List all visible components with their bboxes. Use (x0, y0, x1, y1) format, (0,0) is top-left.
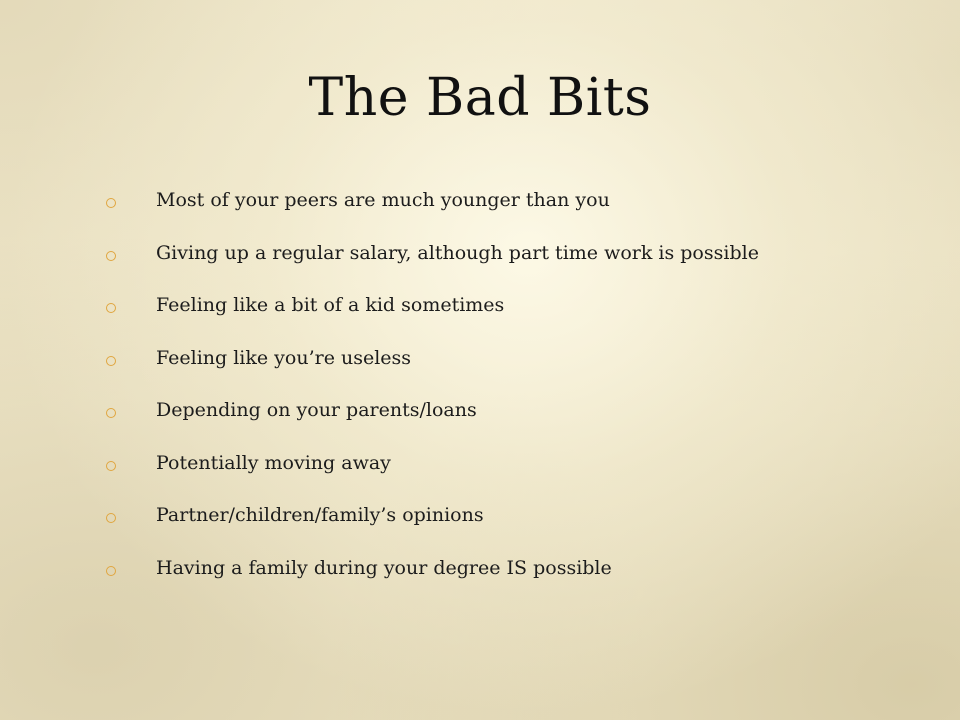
bullet-text: Depending on your parents/loans (156, 399, 477, 421)
hollow-circle-icon (106, 198, 116, 208)
hollow-circle-icon (106, 356, 116, 366)
list-item (106, 233, 926, 286)
hollow-circle-icon (106, 251, 116, 261)
bullet-text: Feeling like you’re useless (156, 346, 412, 369)
bullet-text: Feeling like a bit of a kid sometimes (156, 294, 505, 316)
list-item (106, 180, 926, 233)
list-item (106, 390, 926, 443)
hollow-circle-icon (106, 408, 116, 418)
bullet-text: Giving up a regular salary, although part time work is possible (156, 241, 759, 264)
bullet-text: Most of your peers are much younger than you (156, 189, 610, 211)
list-item (106, 443, 926, 496)
bullet-text: Having a family during your degree IS possible (156, 556, 612, 579)
list-item (106, 338, 926, 391)
hollow-circle-icon (106, 566, 116, 576)
hollow-circle-icon (106, 513, 116, 523)
list-item (106, 548, 926, 601)
list-item (106, 495, 926, 548)
list-item (106, 285, 926, 338)
bullet-list (106, 180, 926, 600)
bullet-text: Potentially moving away (156, 451, 391, 474)
hollow-circle-icon (106, 303, 116, 313)
bullet-text: Partner/children/family’s opinions (156, 504, 484, 526)
hollow-circle-icon (106, 461, 116, 471)
slide-title: The Bad Bits (308, 68, 652, 128)
